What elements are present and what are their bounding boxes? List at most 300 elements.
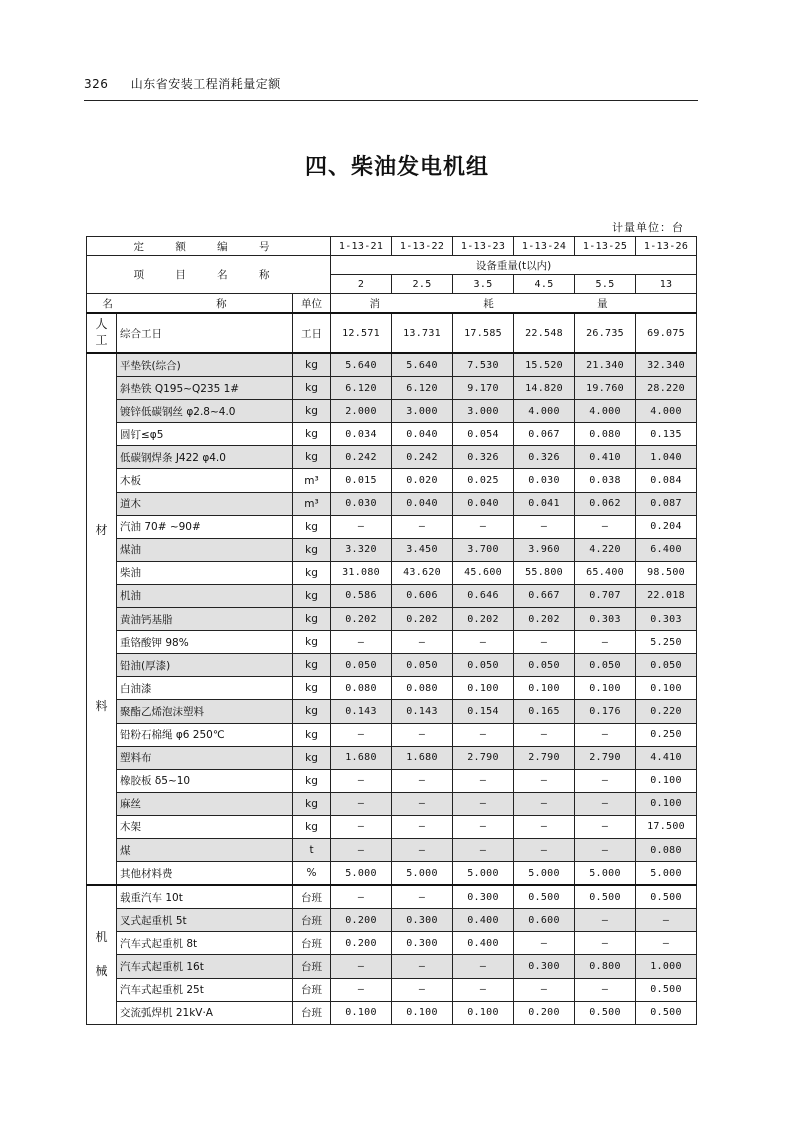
- consumption-value: 22.548: [514, 313, 575, 353]
- consumption-value: 1.040: [636, 446, 697, 469]
- item-unit: t: [293, 838, 331, 861]
- item-unit: kg: [293, 792, 331, 815]
- item-name: 铅粉石棉绳 φ6 250℃: [117, 723, 293, 746]
- consumption-value: 0.020: [392, 469, 453, 492]
- item-name: 道木: [117, 492, 293, 515]
- consumption-value: 0.202: [453, 608, 514, 631]
- consumption-value: 12.571: [331, 313, 392, 353]
- consumption-value: 3.000: [392, 400, 453, 423]
- consumption-value: 0.667: [514, 584, 575, 607]
- consumption-value: 0.100: [636, 677, 697, 700]
- consumption-value: 15.520: [514, 353, 575, 377]
- item-unit: 台班: [293, 1001, 331, 1024]
- item-unit: kg: [293, 723, 331, 746]
- consumption-value: —: [453, 955, 514, 978]
- consumption-value: 4.000: [636, 400, 697, 423]
- machinery-row: [87, 955, 697, 978]
- consumption-value: —: [331, 723, 392, 746]
- item-name: 机油: [117, 584, 293, 607]
- consumption-value: —: [453, 815, 514, 838]
- quota-code-row: [87, 237, 697, 256]
- consumption-value: —: [575, 978, 636, 1001]
- consumption-value: —: [331, 978, 392, 1001]
- consumption-value: 5.000: [331, 862, 392, 886]
- materials-row: [87, 769, 697, 792]
- item-name: 综合工日: [117, 313, 293, 353]
- consumption-value: —: [575, 515, 636, 538]
- consumption-value: —: [331, 885, 392, 909]
- consumption-value: 0.034: [331, 423, 392, 446]
- item-name: 叉式起重机 5t: [117, 909, 293, 932]
- consumption-value: 2.790: [575, 746, 636, 769]
- quota-code: 1-13-23: [453, 237, 514, 256]
- labor-category: [87, 313, 117, 353]
- consumption-value: 0.220: [636, 700, 697, 723]
- consumption-value: 0.500: [514, 885, 575, 909]
- weight-value: 5.5: [575, 275, 636, 294]
- consumption-value: —: [514, 769, 575, 792]
- consumption-value: —: [514, 838, 575, 861]
- consumption-value: —: [575, 909, 636, 932]
- unit-note: 计量单位：台: [612, 221, 684, 234]
- consumption-value: —: [392, 885, 453, 909]
- item-name: 载重汽车 10t: [117, 885, 293, 909]
- consumption-value: 0.176: [575, 700, 636, 723]
- consumption-value: 0.303: [636, 608, 697, 631]
- item-unit: 台班: [293, 885, 331, 909]
- item-unit: kg: [293, 654, 331, 677]
- consumption-value: 0.080: [392, 677, 453, 700]
- weight-value: 13: [636, 275, 697, 294]
- consumption-value: 0.030: [331, 492, 392, 515]
- item-unit: m³: [293, 492, 331, 515]
- materials-row: [87, 723, 697, 746]
- category-label: 人工: [95, 317, 108, 347]
- consumption-value: —: [392, 815, 453, 838]
- consumption-value: 5.640: [392, 353, 453, 377]
- item-name: 汽车式起重机 25t: [117, 978, 293, 1001]
- consumption-value: 4.220: [575, 538, 636, 561]
- consumption-value: 3.000: [453, 400, 514, 423]
- materials-row: [87, 446, 697, 469]
- consumption-value: 0.646: [453, 584, 514, 607]
- consumption-value: —: [514, 978, 575, 1001]
- consumption-value: —: [453, 631, 514, 654]
- consumption-value: 0.040: [392, 492, 453, 515]
- item-name: 圆钉≤φ5: [117, 423, 293, 446]
- column-header-row: [87, 294, 697, 314]
- consumption-value: 0.300: [514, 955, 575, 978]
- section-title: 四、柴油发电机组: [304, 155, 489, 180]
- consumption-value: 21.340: [575, 353, 636, 377]
- consumption-value: 0.400: [453, 909, 514, 932]
- consumption-value: 26.735: [575, 313, 636, 353]
- weight-value: 3.5: [453, 275, 514, 294]
- materials-row: [87, 584, 697, 607]
- materials-row: [87, 700, 697, 723]
- materials-category: [87, 353, 117, 885]
- materials-row: [87, 631, 697, 654]
- consumption-value: 0.500: [636, 885, 697, 909]
- consumption-value: 0.154: [453, 700, 514, 723]
- consumption-value: 0.067: [514, 423, 575, 446]
- consumption-value: 0.165: [514, 700, 575, 723]
- consumption-value: 0.250: [636, 723, 697, 746]
- consumption-value: 6.120: [331, 377, 392, 400]
- machinery-row: [87, 885, 697, 909]
- consumption-value: 0.054: [453, 423, 514, 446]
- consumption-value: 0.143: [392, 700, 453, 723]
- quota-code: 1-13-26: [636, 237, 697, 256]
- consumption-value: —: [453, 515, 514, 538]
- item-unit: kg: [293, 538, 331, 561]
- consumption-value: 0.300: [392, 932, 453, 955]
- materials-row: [87, 492, 697, 515]
- consumption-value: 1.000: [636, 955, 697, 978]
- consumption-value: 14.820: [514, 377, 575, 400]
- consumption-value: —: [575, 723, 636, 746]
- item-unit: kg: [293, 423, 331, 446]
- item-unit: kg: [293, 561, 331, 584]
- item-unit: kg: [293, 631, 331, 654]
- consumption-value: —: [575, 932, 636, 955]
- consumption-value: —: [453, 838, 514, 861]
- consumption-value: 0.050: [514, 654, 575, 677]
- consumption-value: 4.000: [575, 400, 636, 423]
- consumption-value: 28.220: [636, 377, 697, 400]
- item-name-label: 项 目 名 称: [87, 256, 331, 294]
- consumption-value: 0.202: [331, 608, 392, 631]
- consumption-value: 2.790: [453, 746, 514, 769]
- running-header: [84, 75, 281, 92]
- consumption-value: 0.200: [331, 909, 392, 932]
- item-name: 黄油钙基脂: [117, 608, 293, 631]
- consumption-header: 消 耗 量: [331, 294, 697, 314]
- consumption-value: 0.143: [331, 700, 392, 723]
- materials-row: [87, 608, 697, 631]
- consumption-value: —: [331, 955, 392, 978]
- item-name: 重铬酸钾 98%: [117, 631, 293, 654]
- quota-code-label: 定 额 编 号: [87, 237, 331, 256]
- consumption-value: 0.050: [453, 654, 514, 677]
- consumption-value: —: [636, 909, 697, 932]
- item-unit: 台班: [293, 978, 331, 1001]
- consumption-value: —: [392, 723, 453, 746]
- consumption-value: —: [575, 838, 636, 861]
- consumption-value: 0.500: [575, 1001, 636, 1024]
- consumption-value: 45.600: [453, 561, 514, 584]
- consumption-value: 3.700: [453, 538, 514, 561]
- consumption-value: —: [392, 838, 453, 861]
- item-name: 斜垫铁 Q195~Q235 1#: [117, 377, 293, 400]
- consumption-value: —: [392, 631, 453, 654]
- consumption-value: 0.040: [453, 492, 514, 515]
- weight-label: 设备重量(t以内): [331, 256, 697, 275]
- weight-value: 4.5: [514, 275, 575, 294]
- consumption-value: 0.100: [636, 792, 697, 815]
- consumption-value: 0.050: [636, 654, 697, 677]
- machinery-category: [87, 885, 117, 1024]
- consumption-value: 19.760: [575, 377, 636, 400]
- consumption-value: 0.084: [636, 469, 697, 492]
- consumption-value: 5.000: [514, 862, 575, 886]
- consumption-value: 65.400: [575, 561, 636, 584]
- quota-code: 1-13-25: [575, 237, 636, 256]
- book-title: 山东省安装工程消耗量定额: [130, 77, 281, 91]
- consumption-value: 4.410: [636, 746, 697, 769]
- consumption-value: 0.080: [575, 423, 636, 446]
- consumption-value: 55.800: [514, 561, 575, 584]
- consumption-value: —: [331, 815, 392, 838]
- item-unit: kg: [293, 700, 331, 723]
- item-unit: kg: [293, 769, 331, 792]
- consumption-value: —: [392, 515, 453, 538]
- item-name: 交流弧焊机 21kV·A: [117, 1001, 293, 1024]
- item-name: 木架: [117, 815, 293, 838]
- consumption-value: 4.000: [514, 400, 575, 423]
- machinery-row: [87, 932, 697, 955]
- materials-row: [87, 654, 697, 677]
- consumption-value: 0.025: [453, 469, 514, 492]
- consumption-value: —: [636, 932, 697, 955]
- consumption-value: 0.606: [392, 584, 453, 607]
- item-name: 低碳钢焊条 J422 φ4.0: [117, 446, 293, 469]
- consumption-value: 0.041: [514, 492, 575, 515]
- item-unit: kg: [293, 746, 331, 769]
- consumption-value: 1.680: [331, 746, 392, 769]
- consumption-value: 0.500: [636, 1001, 697, 1024]
- consumption-value: 0.100: [636, 769, 697, 792]
- consumption-value: 0.400: [453, 932, 514, 955]
- item-unit: m³: [293, 469, 331, 492]
- item-name: 镀锌低碳钢丝 φ2.8~4.0: [117, 400, 293, 423]
- consumption-value: 0.100: [575, 677, 636, 700]
- consumption-value: —: [331, 838, 392, 861]
- consumption-value: —: [514, 815, 575, 838]
- item-name: 煤油: [117, 538, 293, 561]
- weight-value: 2.5: [392, 275, 453, 294]
- consumption-value: —: [453, 769, 514, 792]
- item-name: 木板: [117, 469, 293, 492]
- materials-row: [87, 862, 697, 886]
- consumption-value: 5.250: [636, 631, 697, 654]
- weight-value: 2: [331, 275, 392, 294]
- consumption-value: 3.960: [514, 538, 575, 561]
- consumption-value: —: [575, 631, 636, 654]
- materials-row: [87, 400, 697, 423]
- category-label-bottom: 械: [95, 963, 108, 978]
- consumption-value: 0.410: [575, 446, 636, 469]
- item-unit: kg: [293, 608, 331, 631]
- consumption-value: 2.000: [331, 400, 392, 423]
- item-name: 平垫铁(综合): [117, 353, 293, 377]
- materials-row: [87, 792, 697, 815]
- item-unit: kg: [293, 815, 331, 838]
- consumption-value: —: [575, 769, 636, 792]
- consumption-value: 0.050: [392, 654, 453, 677]
- item-name: 麻丝: [117, 792, 293, 815]
- item-unit: kg: [293, 446, 331, 469]
- item-name: 白油漆: [117, 677, 293, 700]
- consumption-value: 3.320: [331, 538, 392, 561]
- consumption-value: 0.050: [331, 654, 392, 677]
- consumption-value: 0.015: [331, 469, 392, 492]
- consumption-value: 0.242: [331, 446, 392, 469]
- consumption-value: 7.530: [453, 353, 514, 377]
- quota-code: 1-13-21: [331, 237, 392, 256]
- consumption-value: 0.204: [636, 515, 697, 538]
- labor-row: [87, 313, 697, 353]
- quota-table: [86, 236, 697, 1025]
- consumption-value: 5.000: [636, 862, 697, 886]
- consumption-value: 1.680: [392, 746, 453, 769]
- item-name: 其他材料费: [117, 862, 293, 886]
- materials-row: [87, 538, 697, 561]
- item-unit: kg: [293, 353, 331, 377]
- item-name: 柴油: [117, 561, 293, 584]
- consumption-value: 0.100: [453, 1001, 514, 1024]
- consumption-value: —: [514, 515, 575, 538]
- quota-code: 1-13-24: [514, 237, 575, 256]
- consumption-value: 0.038: [575, 469, 636, 492]
- item-unit: kg: [293, 515, 331, 538]
- consumption-value: 0.300: [392, 909, 453, 932]
- consumption-value: —: [514, 932, 575, 955]
- page-number: 326: [84, 77, 109, 91]
- weight-label-row: [87, 256, 697, 275]
- consumption-value: 0.100: [392, 1001, 453, 1024]
- consumption-value: 0.040: [392, 423, 453, 446]
- consumption-value: 0.202: [514, 608, 575, 631]
- consumption-value: 0.100: [453, 677, 514, 700]
- consumption-value: 0.080: [331, 677, 392, 700]
- consumption-value: —: [331, 769, 392, 792]
- category-label-top: 机: [95, 930, 108, 945]
- consumption-value: —: [453, 978, 514, 1001]
- item-unit: kg: [293, 677, 331, 700]
- consumption-value: 31.080: [331, 561, 392, 584]
- item-name: 汽油 70# ~90#: [117, 515, 293, 538]
- consumption-value: 0.242: [392, 446, 453, 469]
- consumption-value: —: [575, 792, 636, 815]
- consumption-value: —: [392, 955, 453, 978]
- consumption-value: 0.200: [514, 1001, 575, 1024]
- consumption-value: 5.000: [392, 862, 453, 886]
- consumption-value: 0.300: [453, 885, 514, 909]
- consumption-value: 0.100: [514, 677, 575, 700]
- quota-code: 1-13-22: [392, 237, 453, 256]
- item-unit: 台班: [293, 909, 331, 932]
- consumption-value: 69.075: [636, 313, 697, 353]
- materials-row: [87, 561, 697, 584]
- machinery-row: [87, 978, 697, 1001]
- unit-column-header: 单位: [293, 294, 331, 314]
- consumption-value: 6.120: [392, 377, 453, 400]
- item-unit: kg: [293, 584, 331, 607]
- consumption-value: 13.731: [392, 313, 453, 353]
- consumption-value: 2.790: [514, 746, 575, 769]
- materials-row: [87, 469, 697, 492]
- consumption-value: 22.018: [636, 584, 697, 607]
- consumption-value: 0.202: [392, 608, 453, 631]
- materials-row: [87, 423, 697, 446]
- consumption-value: 0.586: [331, 584, 392, 607]
- category-label-bottom: 料: [95, 699, 108, 714]
- materials-row: [87, 353, 697, 377]
- consumption-value: —: [392, 978, 453, 1001]
- consumption-value: —: [392, 769, 453, 792]
- consumption-value: 5.640: [331, 353, 392, 377]
- item-name: 汽车式起重机 16t: [117, 955, 293, 978]
- item-name: 铅油(厚漆): [117, 654, 293, 677]
- materials-row: [87, 815, 697, 838]
- consumption-value: 0.500: [636, 978, 697, 1001]
- consumption-value: 0.200: [331, 932, 392, 955]
- consumption-value: 0.030: [514, 469, 575, 492]
- consumption-value: —: [331, 515, 392, 538]
- item-unit: 台班: [293, 932, 331, 955]
- consumption-value: 0.303: [575, 608, 636, 631]
- consumption-value: 43.620: [392, 561, 453, 584]
- consumption-value: 0.600: [514, 909, 575, 932]
- consumption-value: 0.100: [331, 1001, 392, 1024]
- category-label-top: 材: [95, 523, 108, 538]
- header-rule: [84, 100, 698, 101]
- item-unit: kg: [293, 400, 331, 423]
- consumption-value: 0.326: [453, 446, 514, 469]
- materials-row: [87, 377, 697, 400]
- item-unit: kg: [293, 377, 331, 400]
- consumption-value: —: [453, 723, 514, 746]
- item-name: 塑料布: [117, 746, 293, 769]
- consumption-value: 0.326: [514, 446, 575, 469]
- item-name: 汽车式起重机 8t: [117, 932, 293, 955]
- item-unit: %: [293, 862, 331, 886]
- machinery-row: [87, 909, 697, 932]
- consumption-value: 0.135: [636, 423, 697, 446]
- item-name: 橡胶板 δ5~10: [117, 769, 293, 792]
- consumption-value: 17.585: [453, 313, 514, 353]
- materials-row: [87, 677, 697, 700]
- consumption-value: 6.400: [636, 538, 697, 561]
- consumption-value: —: [453, 792, 514, 815]
- consumption-value: 3.450: [392, 538, 453, 561]
- materials-row: [87, 838, 697, 861]
- consumption-value: 9.170: [453, 377, 514, 400]
- consumption-value: —: [575, 815, 636, 838]
- item-name: 聚酯乙烯泡沫塑料: [117, 700, 293, 723]
- consumption-value: —: [392, 792, 453, 815]
- consumption-value: 0.080: [636, 838, 697, 861]
- consumption-value: 5.000: [575, 862, 636, 886]
- consumption-value: —: [514, 792, 575, 815]
- consumption-value: —: [331, 631, 392, 654]
- consumption-value: 0.062: [575, 492, 636, 515]
- consumption-value: 98.500: [636, 561, 697, 584]
- item-name: 煤: [117, 838, 293, 861]
- consumption-value: —: [514, 723, 575, 746]
- consumption-value: 5.000: [453, 862, 514, 886]
- name-column-header: 名 称: [87, 294, 293, 314]
- consumption-value: 0.800: [575, 955, 636, 978]
- consumption-value: 0.050: [575, 654, 636, 677]
- machinery-row: [87, 1001, 697, 1024]
- consumption-value: —: [331, 792, 392, 815]
- consumption-value: 0.087: [636, 492, 697, 515]
- item-unit: 工日: [293, 313, 331, 353]
- consumption-value: 17.500: [636, 815, 697, 838]
- item-unit: 台班: [293, 955, 331, 978]
